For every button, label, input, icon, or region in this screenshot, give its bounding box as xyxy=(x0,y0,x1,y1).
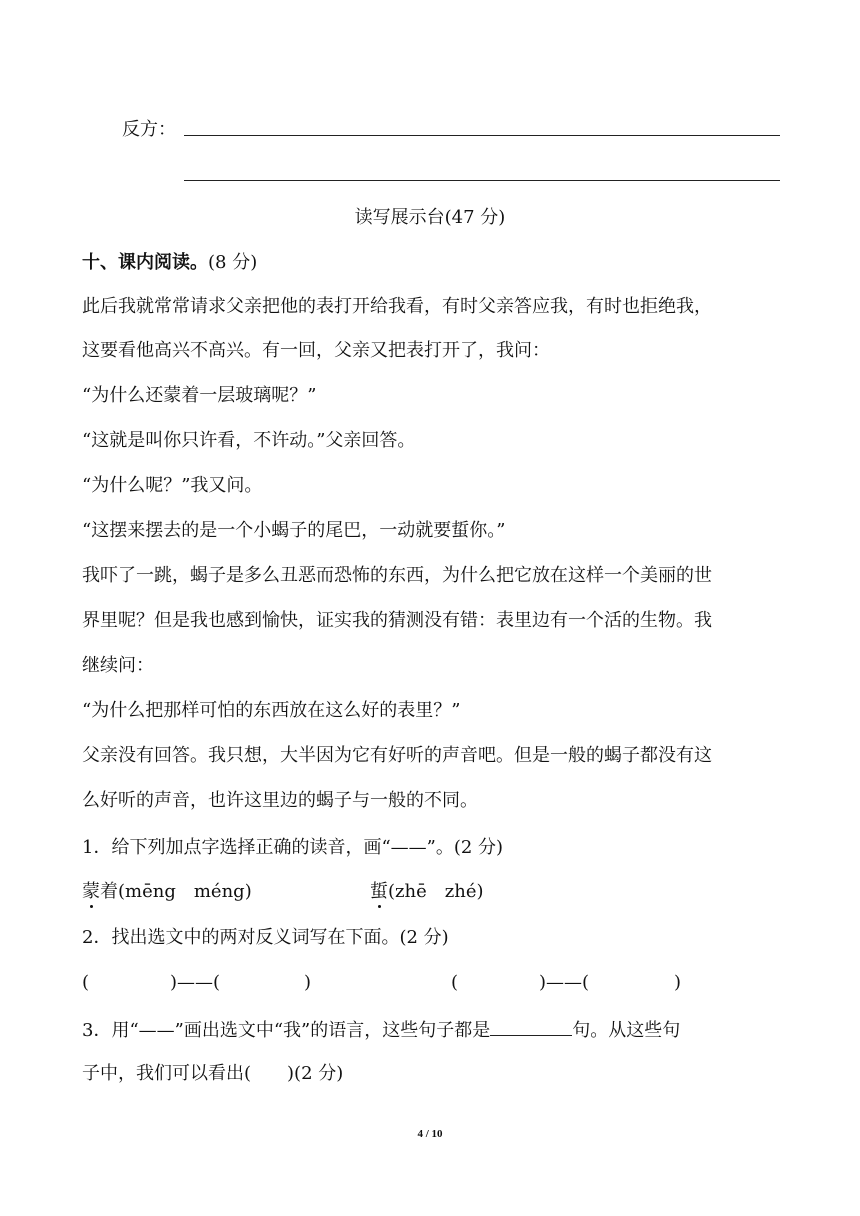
passage-line: “这摆来摆去的是一个小蝎子的尾巴，一动就要蜇你。” xyxy=(82,520,506,541)
passage-line: “为什么呢？”我又问。 xyxy=(82,475,263,496)
q3-line-1 xyxy=(82,1017,680,1043)
passage-line: “为什么还蒙着一层玻璃呢？” xyxy=(82,385,317,406)
section-title: 读写展示台(47 分) xyxy=(354,207,506,228)
question-score: (8 分) xyxy=(208,252,258,273)
question-title: 课内阅读。 xyxy=(118,252,208,273)
passage-line: 父亲没有回答。我只想，大半因为它有好听的声音吧。但是一般的蝎子都没有这 xyxy=(82,745,712,766)
passage-line: “这就是叫你只许看，不许动。”父亲回答。 xyxy=(82,430,416,451)
q2-pair1-middle[interactable]: )——( xyxy=(170,972,221,993)
passage-line: “为什么把那样可怕的东西放在这么好的表里？” xyxy=(82,700,461,721)
q1-item-1-dotted-char: 蒙 xyxy=(82,881,100,902)
q3-prompt-part1: 3．用“——”画出选文中“我”的语言，这些句子都是 xyxy=(82,1020,491,1041)
q3-fill-blank[interactable] xyxy=(490,1017,572,1036)
q2-pair2-middle[interactable]: )——( xyxy=(539,972,590,993)
q2-pair1-close: ) xyxy=(304,972,312,993)
q1-item-1-options[interactable]: 着(mēng méng) xyxy=(100,881,252,902)
passage-line: 界里呢？但是我也感到愉快，证实我的猜测没有错：表里边有一个活的生物。我 xyxy=(82,610,712,631)
q1-item-2-options[interactable]: (zhē zhé) xyxy=(388,881,484,902)
passage-line: 么好听的声音，也许这里边的蝎子与一般的不同。 xyxy=(82,790,478,811)
passage-line: 继续问： xyxy=(82,655,154,676)
answer-line-2[interactable] xyxy=(184,180,780,181)
q2-pair1-open: ( xyxy=(82,972,90,993)
q3-prompt-part2: 句。从这些句 xyxy=(572,1020,681,1041)
q3-line-2: 子中，我们可以看出( )(2 分) xyxy=(82,1063,344,1084)
q1-prompt: 1．给下列加点字选择正确的读音，画“——”。(2 分) xyxy=(82,837,504,858)
page-number: 4 / 10 xyxy=(417,1128,443,1140)
opposing-side-label: 反方： xyxy=(122,119,176,140)
q2-prompt: 2．找出选文中的两对反义词写在下面。(2 分) xyxy=(82,927,449,948)
question-number: 十、 xyxy=(82,252,118,273)
answer-line-1[interactable] xyxy=(184,135,780,136)
question-header xyxy=(82,251,257,275)
q2-pair2-open: ( xyxy=(451,972,459,993)
passage-line: 此后我就常常请求父亲把他的表打开给我看，有时父亲答应我，有时也拒绝我， xyxy=(82,296,712,317)
passage-line: 这要看他高兴不高兴。有一回，父亲又把表打开了，我问： xyxy=(82,340,550,361)
q1-item-2 xyxy=(370,880,484,904)
passage-line: 我吓了一跳，蝎子是多么丑恶而恐怖的东西，为什么把它放在这样一个美丽的世 xyxy=(82,565,712,586)
q1-item-1 xyxy=(82,880,252,904)
q2-pair2-close: ) xyxy=(674,972,682,993)
q1-item-2-dotted-char: 蜇 xyxy=(370,881,388,902)
